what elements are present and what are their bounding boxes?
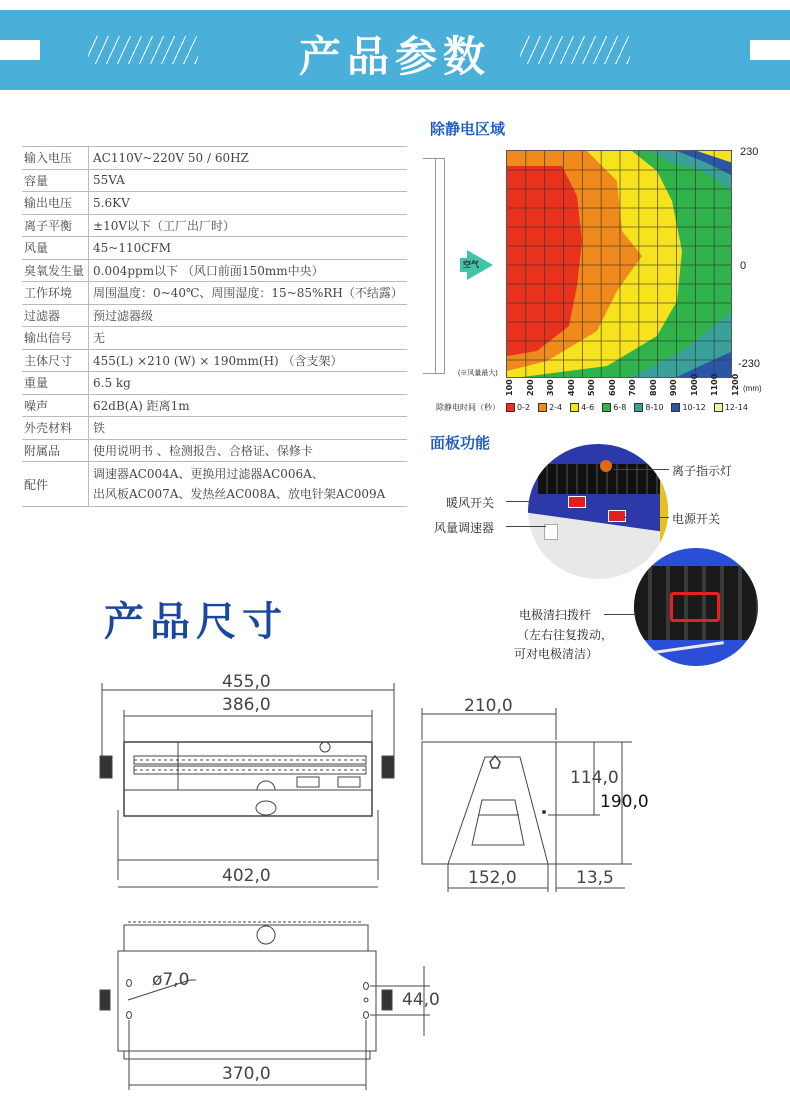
max-airflow-note: (※风量最大) — [458, 370, 498, 377]
spec-value: 62dB(A) 距离1m — [89, 394, 407, 417]
spec-value: 45~110CFM — [89, 237, 407, 260]
x-tick-label: 400 — [566, 379, 576, 396]
dim-side-h2: 190,0 — [600, 792, 649, 812]
panel-functions-title: 面板功能 — [430, 434, 491, 452]
y-label-mid: 0 — [740, 260, 747, 272]
spec-label: 主体尺寸 — [22, 349, 89, 372]
legend-title: 除静电时间（秒） — [436, 403, 500, 412]
legend-label: 8-10 — [645, 403, 664, 412]
spec-value: 铁 — [89, 417, 407, 440]
spec-label: 附属品 — [22, 439, 89, 462]
spec-value: 55VA — [89, 169, 407, 192]
legend-label: 6-8 — [613, 403, 627, 412]
x-tick-label: 200 — [525, 379, 535, 396]
dim-front-overall: 455,0 — [222, 672, 271, 692]
x-tick-label: 700 — [628, 379, 637, 396]
x-tick-label: 1100 — [710, 373, 719, 396]
spec-label: 风量 — [22, 237, 89, 260]
legend-label: 0-2 — [517, 403, 531, 412]
spec-label: 离子平衡 — [22, 214, 89, 237]
callout-speed-controller: 风量调速器 — [434, 521, 495, 535]
spec-label: 臭氧发生量 — [22, 259, 89, 282]
callout-cleaning-desc1: （左右往复拨动， — [517, 628, 614, 642]
legend-label: 2-4 — [549, 403, 563, 412]
spec-value: 455(L) ×210 (W) × 190mm(H) （含支架） — [89, 349, 407, 372]
dim-side-width: 210,0 — [464, 696, 513, 716]
x-tick-label: 500 — [587, 379, 596, 396]
spec-value: 6.5 kg — [89, 372, 407, 395]
spec-label: 噪声 — [22, 394, 89, 417]
spec-value: ±10V以下（工厂出厂时） — [89, 214, 407, 237]
dim-front-inner: 386,0 — [222, 695, 271, 715]
x-tick-label: 1000 — [689, 373, 699, 396]
spec-value: 预过滤器级 — [89, 304, 407, 327]
spec-label: 过滤器 — [22, 304, 89, 327]
callout-cleaning-desc2: 可对电极清洁） — [514, 647, 599, 661]
legend-label: 4-6 — [581, 403, 595, 412]
dim-hole-diameter: ø7,0 — [152, 970, 190, 990]
spec-value: 5.6KV — [89, 192, 407, 215]
spec-value: 周围温度：0~40℃、周围湿度：15~85%RH（不结露） — [89, 282, 407, 305]
x-tick-label: 900 — [669, 379, 678, 396]
legend-label: 10-12 — [682, 403, 706, 412]
spec-label: 工作环境 — [22, 282, 89, 305]
callout-power-switch: 电源开关 — [672, 512, 721, 526]
x-tick-label: 600 — [607, 379, 617, 396]
x-unit-label: (mm) — [743, 384, 762, 393]
y-label-top: 230 — [740, 146, 759, 158]
banner-title: 产品参数 — [298, 32, 491, 81]
spec-label: 配件 — [22, 462, 89, 507]
callout-ion-indicator: 离子指示灯 — [672, 464, 733, 478]
spec-label: 输出信号 — [22, 327, 89, 350]
air-label: 空气 — [463, 260, 479, 269]
x-tick-label: 800 — [648, 379, 658, 396]
legend-label: 12-14 — [724, 403, 748, 412]
x-tick-label: 100 — [505, 379, 514, 396]
spec-label: 外壳材料 — [22, 417, 89, 440]
neutralization-title: 除静电区域 — [430, 120, 506, 138]
spec-value: 0.004ppm以下 （风口前面150mm中央） — [89, 259, 407, 282]
dim-side-base: 152,0 — [468, 868, 517, 888]
spec-label: 输出电压 — [22, 192, 89, 215]
dim-bottom-span: 370,0 — [222, 1064, 271, 1084]
callout-cleaning-lever: 电极清扫拨杆 — [519, 608, 592, 622]
dimensions-title: 产品尺寸 — [104, 599, 288, 645]
x-tick-label: 1200 — [730, 373, 740, 396]
dim-front-base: 402,0 — [222, 866, 271, 886]
y-label-bottom: -230 — [738, 358, 761, 370]
spec-value-line: 调速器AC004A、更换用过滤器AC006A、 — [93, 467, 324, 481]
spec-label: 容量 — [22, 169, 89, 192]
spec-value-line: 出风板AC007A、发热丝AC008A、放电针架AC009A — [93, 487, 386, 501]
callout-warm-switch: 暖风开关 — [446, 496, 495, 510]
dim-hole-spacing: 44,0 — [402, 990, 440, 1010]
spec-label: 重量 — [22, 372, 89, 395]
spec-value: 使用说明书 、检测报告、合格证、保修卡 — [89, 439, 407, 462]
spec-label: 输入电压 — [22, 147, 89, 170]
spec-value: 无 — [89, 327, 407, 350]
x-tick-label: 300 — [546, 379, 555, 396]
dim-side-offset: 13,5 — [576, 868, 614, 888]
spec-value: AC110V~220V 50 / 60HZ — [89, 147, 407, 170]
dim-side-h1: 114,0 — [570, 768, 619, 788]
